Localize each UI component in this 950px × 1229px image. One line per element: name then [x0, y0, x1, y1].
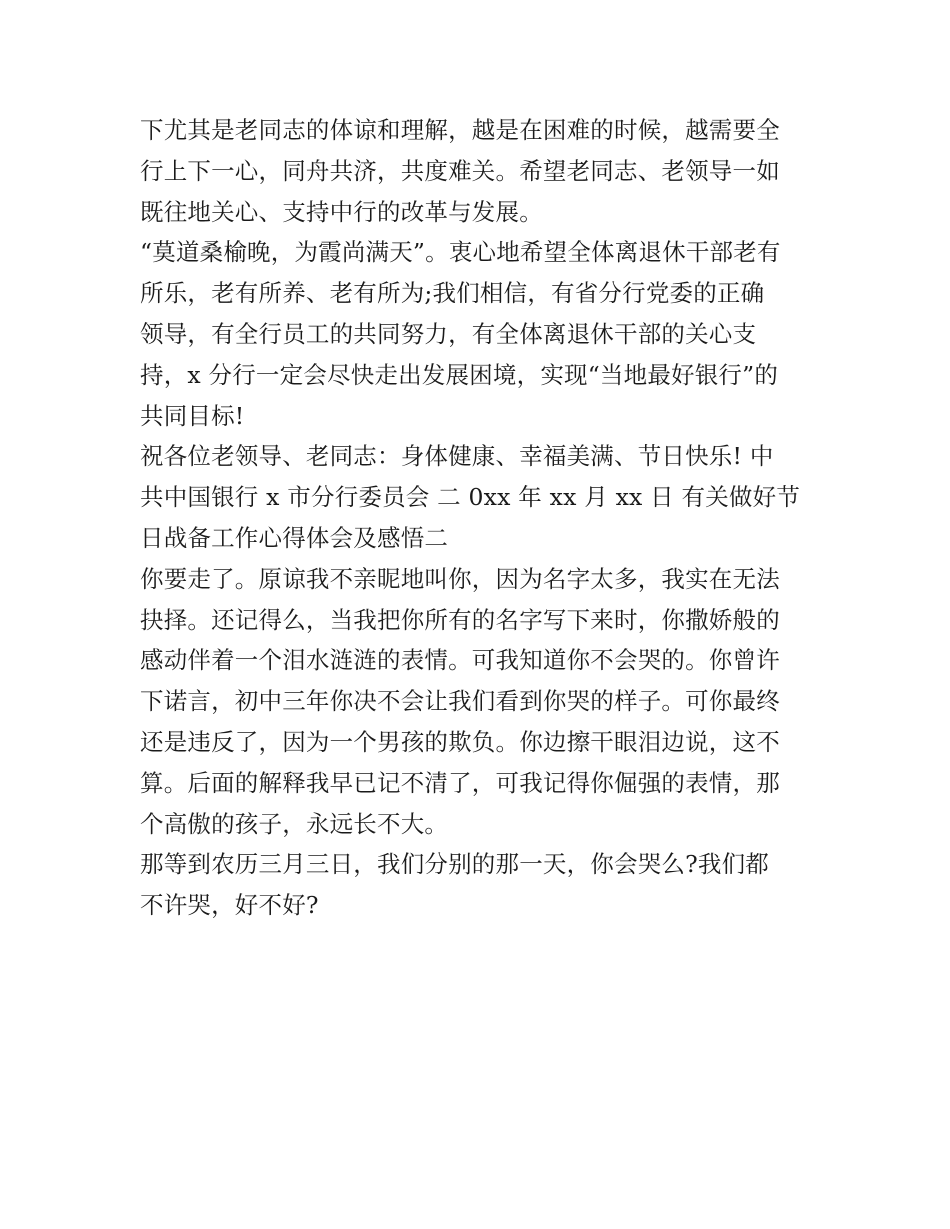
text-line: “莫道桑榆晚，为霞尚满天”。衷心地希望全体离退休干部老有	[140, 238, 781, 267]
text-line: 行上下一心，同舟共济，共度难关。希望老同志、老领导一如	[140, 156, 780, 185]
text-line: 祝各位老领导、老同志：身体健康、幸福美满、节日快乐! 中	[140, 442, 774, 471]
text-line: 所乐，老有所养、老有所为;我们相信，有省分行党委的正确	[140, 279, 765, 308]
text-line: 抉择。还记得么，当我把你所有的名字写下来时，你撒娇般的	[140, 605, 780, 634]
text-line: 下尤其是老同志的体谅和理解，越是在困难的时候，越需要全	[140, 116, 780, 144]
text-line: 不许哭，好不好?	[140, 891, 319, 920]
text-line: 日战备工作心得体会及感悟二	[140, 523, 449, 552]
document-body	[140, 110, 820, 926]
text-line: 感动伴着一个泪水涟涟的表情。可我知道你不会哭的。你曾许	[140, 646, 780, 675]
text-line: 还是违反了，因为一个男孩的欺负。你边擦干眼泪边说，这不	[140, 727, 780, 756]
text-line: 共中国银行 x 市分行委员会 二 0xx 年 xx 月 xx 日 有关做好节	[140, 483, 801, 512]
text-line: 领导，有全行员工的共同努力，有全体离退休干部的关心支	[140, 319, 757, 348]
text-line: 你要走了。原谅我不亲昵地叫你，因为名字太多，我实在无法	[140, 564, 780, 593]
text-line: 持，x 分行一定会尽快走出发展困境，实现“当地最好银行”的	[140, 360, 779, 389]
text-line: 共同目标!	[140, 401, 245, 430]
text-line: 算。后面的解释我早已记不清了，可我记得你倔强的表情，那	[140, 768, 780, 797]
text-line: 那等到农历三月三日，我们分别的那一天，你会哭么?我们都	[140, 850, 769, 879]
text-line: 既往地关心、支持中行的改革与发展。	[140, 197, 543, 226]
text-line: 下诺言，初中三年你决不会让我们看到你哭的样子。可你最终	[140, 687, 780, 716]
text-line: 个高傲的孩子，永远长不大。	[140, 809, 449, 838]
